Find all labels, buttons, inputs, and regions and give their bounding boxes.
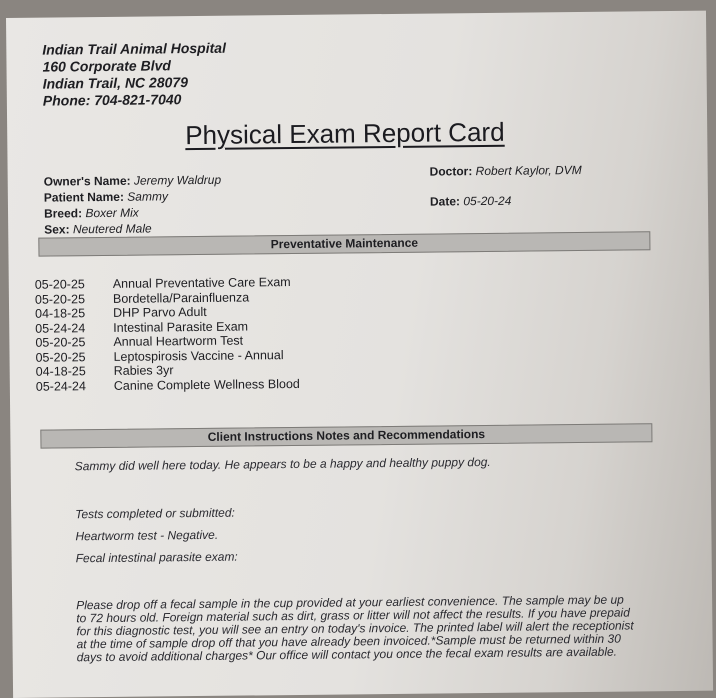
doctor-label: Doctor: [429, 164, 473, 179]
item-date: 04-18-25 [35, 364, 86, 379]
tests-heading: Tests completed or submitted: [75, 505, 235, 522]
patient-label: Patient Name: [43, 189, 124, 205]
heartworm-result: Heartworm test - Negative. [75, 527, 219, 544]
owner-value: Jeremy Waldrup [133, 172, 222, 188]
date-label: Date: [429, 194, 461, 209]
preventative-list [35, 275, 300, 394]
item-name: Canine Complete Wellness Blood [113, 376, 300, 393]
item-date: 05-24-24 [35, 320, 86, 336]
list-item [35, 347, 299, 364]
item-date: 04-18-25 [35, 306, 86, 321]
notes-intro: Sammy did well here today. He appears to be a happy and healthy puppy dog. [74, 454, 491, 474]
item-date: 05-24-24 [35, 378, 86, 394]
sex-line [44, 220, 222, 238]
fecal-exam: Fecal intestinal parasite exam: [75, 549, 238, 566]
clinic-header [42, 40, 226, 110]
item-date: 05-20-25 [35, 349, 86, 365]
item-name: Annual Heartworm Test [113, 333, 244, 349]
item-name: DHP Parvo Adult [113, 304, 207, 320]
clinic-name: Indian Trail Animal Hospital [42, 39, 227, 58]
preventative-heading: Preventative Maintenance [38, 231, 650, 256]
fecal-instructions: Please drop off a fecal sample in the cup provided at your earliest convenience. The sample may be up to 72 hours old. Foreign material such as dirt, grass or litter will not affect the results. If you have prepaid for this diagnostic test, you will see an entry on today's invoice. The printed label will alert the receptionist at the time of sample drop off that you have already been invoiced.*Sample must be returned within 30 days to avoid additional charges* Our office will contact you once the fecal exam results are available. [76, 592, 634, 665]
breed-line [44, 204, 222, 222]
item-date: 05-20-25 [35, 335, 86, 350]
item-name: Rabies 3yr [113, 363, 174, 378]
clinic-phone: Phone: 704-821-7040 [42, 91, 182, 109]
item-name: Leptospirosis Vaccine - Annual [113, 347, 284, 364]
item-date: 05-20-25 [34, 291, 86, 307]
list-item [36, 376, 300, 393]
doctor-value: Robert Kaylor, DVM [475, 162, 582, 179]
date-value: 05-20-24 [463, 193, 512, 209]
date-line [430, 192, 582, 210]
report-page [6, 11, 713, 698]
instructions-notes [75, 453, 637, 664]
sex-value: Neutered Male [72, 221, 152, 237]
clinic-address: 160 Corporate Blvd [42, 57, 171, 75]
sex-label: Sex: [44, 222, 70, 237]
item-name: Bordetella/Parainfluenza [112, 289, 250, 306]
patient-value: Sammy [127, 189, 168, 204]
item-date: 05-20-25 [34, 277, 85, 292]
list-item [35, 275, 299, 292]
patient-info [44, 172, 222, 238]
page-title: Physical Exam Report Card [185, 116, 505, 151]
patient-line [44, 188, 222, 206]
doctor-line [430, 162, 582, 180]
clinic-city: Indian Trail, NC 28079 [42, 74, 189, 92]
breed-label: Breed: [43, 206, 83, 221]
owner-label: Owner's Name: [43, 173, 131, 189]
item-name: Intestinal Parasite Exam [113, 318, 249, 335]
owner-line [44, 172, 222, 190]
instructions-heading: Client Instructions Notes and Recommendations [40, 423, 652, 448]
visit-info [430, 162, 583, 210]
item-name: Annual Preventative Care Exam [112, 275, 291, 291]
breed-value: Boxer Mix [85, 205, 139, 221]
